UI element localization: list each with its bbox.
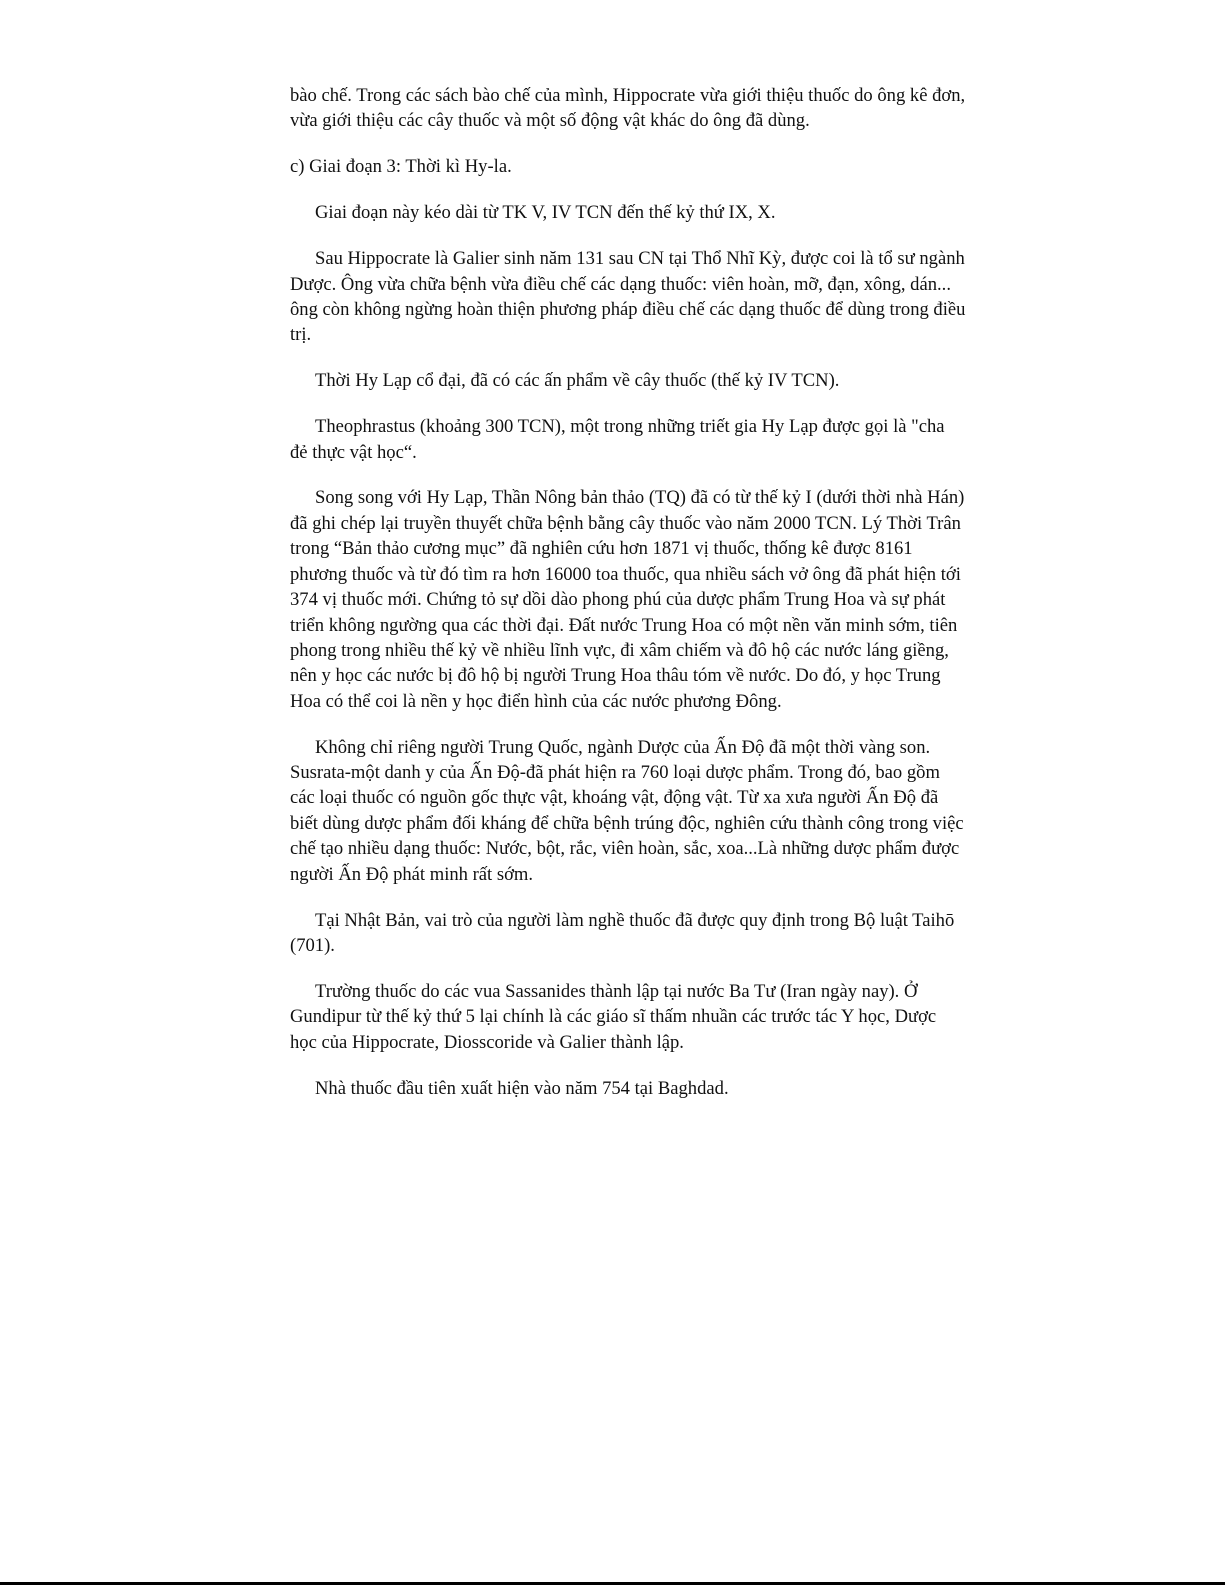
paragraph: Giai đoạn này kéo dài từ TK V, IV TCN đến thế kỷ thứ IX, X. [315, 202, 776, 224]
document-body [290, 83, 966, 1122]
paragraph: Sau Hippocrate là Galier sinh năm 131 sau CN tại Thổ Nhĩ Kỳ, được coi là tổ sư ngành Dược. Ông vừa chữa bệnh vừa điều chế các dạng thuốc: viên hoàn, mỡ, đạn, xông, dán... ông còn không ngừng hoàn thiện phương pháp điều chế các dạng thuốc để dùng trong điều trị. [290, 248, 966, 346]
paragraph: Tại Nhật Bản, vai trò của người làm nghề thuốc đã được quy định trong Bộ luật Taihō (701). [290, 909, 955, 956]
paragraph: Trường thuốc do các vua Sassanides thành lập tại nước Ba Tư (Iran ngày nay). Ở Gundipur từ thế kỷ thứ 5 lại chính là các giáo sĩ thấm nhuần các trước tác Y học, Dược học của Hippocrate, Diosscoride và Galier thành lập. [290, 980, 937, 1053]
paragraph: Song song với Hy Lạp, Thần Nông bản thảo (TQ) đã có từ thế kỷ I (dưới thời nhà Hán) đã ghi chép lại truyền thuyết chữa bệnh bằng cây thuốc vào năm 2000 TCN. Lý Thời Trân trong “Bản thảo cương mục” đã nghiên cứu hơn 1871 vị thuốc, thống kê được 8161 phương thuốc và từ đó tìm ra hơn 16000 toa thuốc, qua nhiều sách vở ông đã phát hiện tới 374 vị thuốc mới. Chứng tỏ sự dồi dào phong phú của dược phẩm Trung Hoa và sự phát triển không ngường qua các thời đại. Đất nước Trung Hoa có một nền văn minh sớm, tiên phong trong nhiều thế kỷ về nhiều lĩnh vực, đi xâm chiếm và đô hộ các nước láng giềng, nên y học các nước bị đô hộ bị người Trung Hoa thâu tóm về nước. Do đó, y học Trung Hoa có thể coi là nền y học điển hình của các nước phương Đông. [290, 487, 965, 712]
paragraph: Nhà thuốc đầu tiên xuất hiện vào năm 754 tại Baghdad. [315, 1077, 729, 1099]
paragraph-continuation: bào chế. Trong các sách bào chế của mình, Hippocrate vừa giới thiệu thuốc do ông kê đơn, vừa giới thiệu các cây thuốc và một số động vật khác do ông đã dùng. [290, 85, 966, 132]
section-heading: c) Giai đoạn 3: Thời kì Hy-la. [290, 156, 512, 178]
paragraph: Không chỉ riêng người Trung Quốc, ngành Dược của Ấn Độ đã một thời vàng son. Susrata-một danh y của Ấn Độ-đã phát hiện ra 760 loại dược phẩm. Trong đó, bao gồm các loại thuốc có nguồn gốc thực vật, khoáng vật, động vật. Từ xa xưa người Ấn Độ đã biết dùng dược phẩm đối kháng để chữa bệnh trúng độc, nghiên cứu thành công trong việc chế tạo nhiều dạng thuốc: Nước, bột, rắc, viên hoàn, sắc, xoa...Là những dược phẩm được người Ấn Độ phát minh rất sớm. [290, 736, 964, 885]
paragraph: Theophrastus (khoảng 300 TCN), một trong những triết gia Hy Lạp được gọi là "cha đẻ thực vật học“. [290, 416, 945, 463]
paragraph: Thời Hy Lạp cổ đại, đã có các ấn phẩm về cây thuốc (thế kỷ IV TCN). [315, 370, 840, 392]
